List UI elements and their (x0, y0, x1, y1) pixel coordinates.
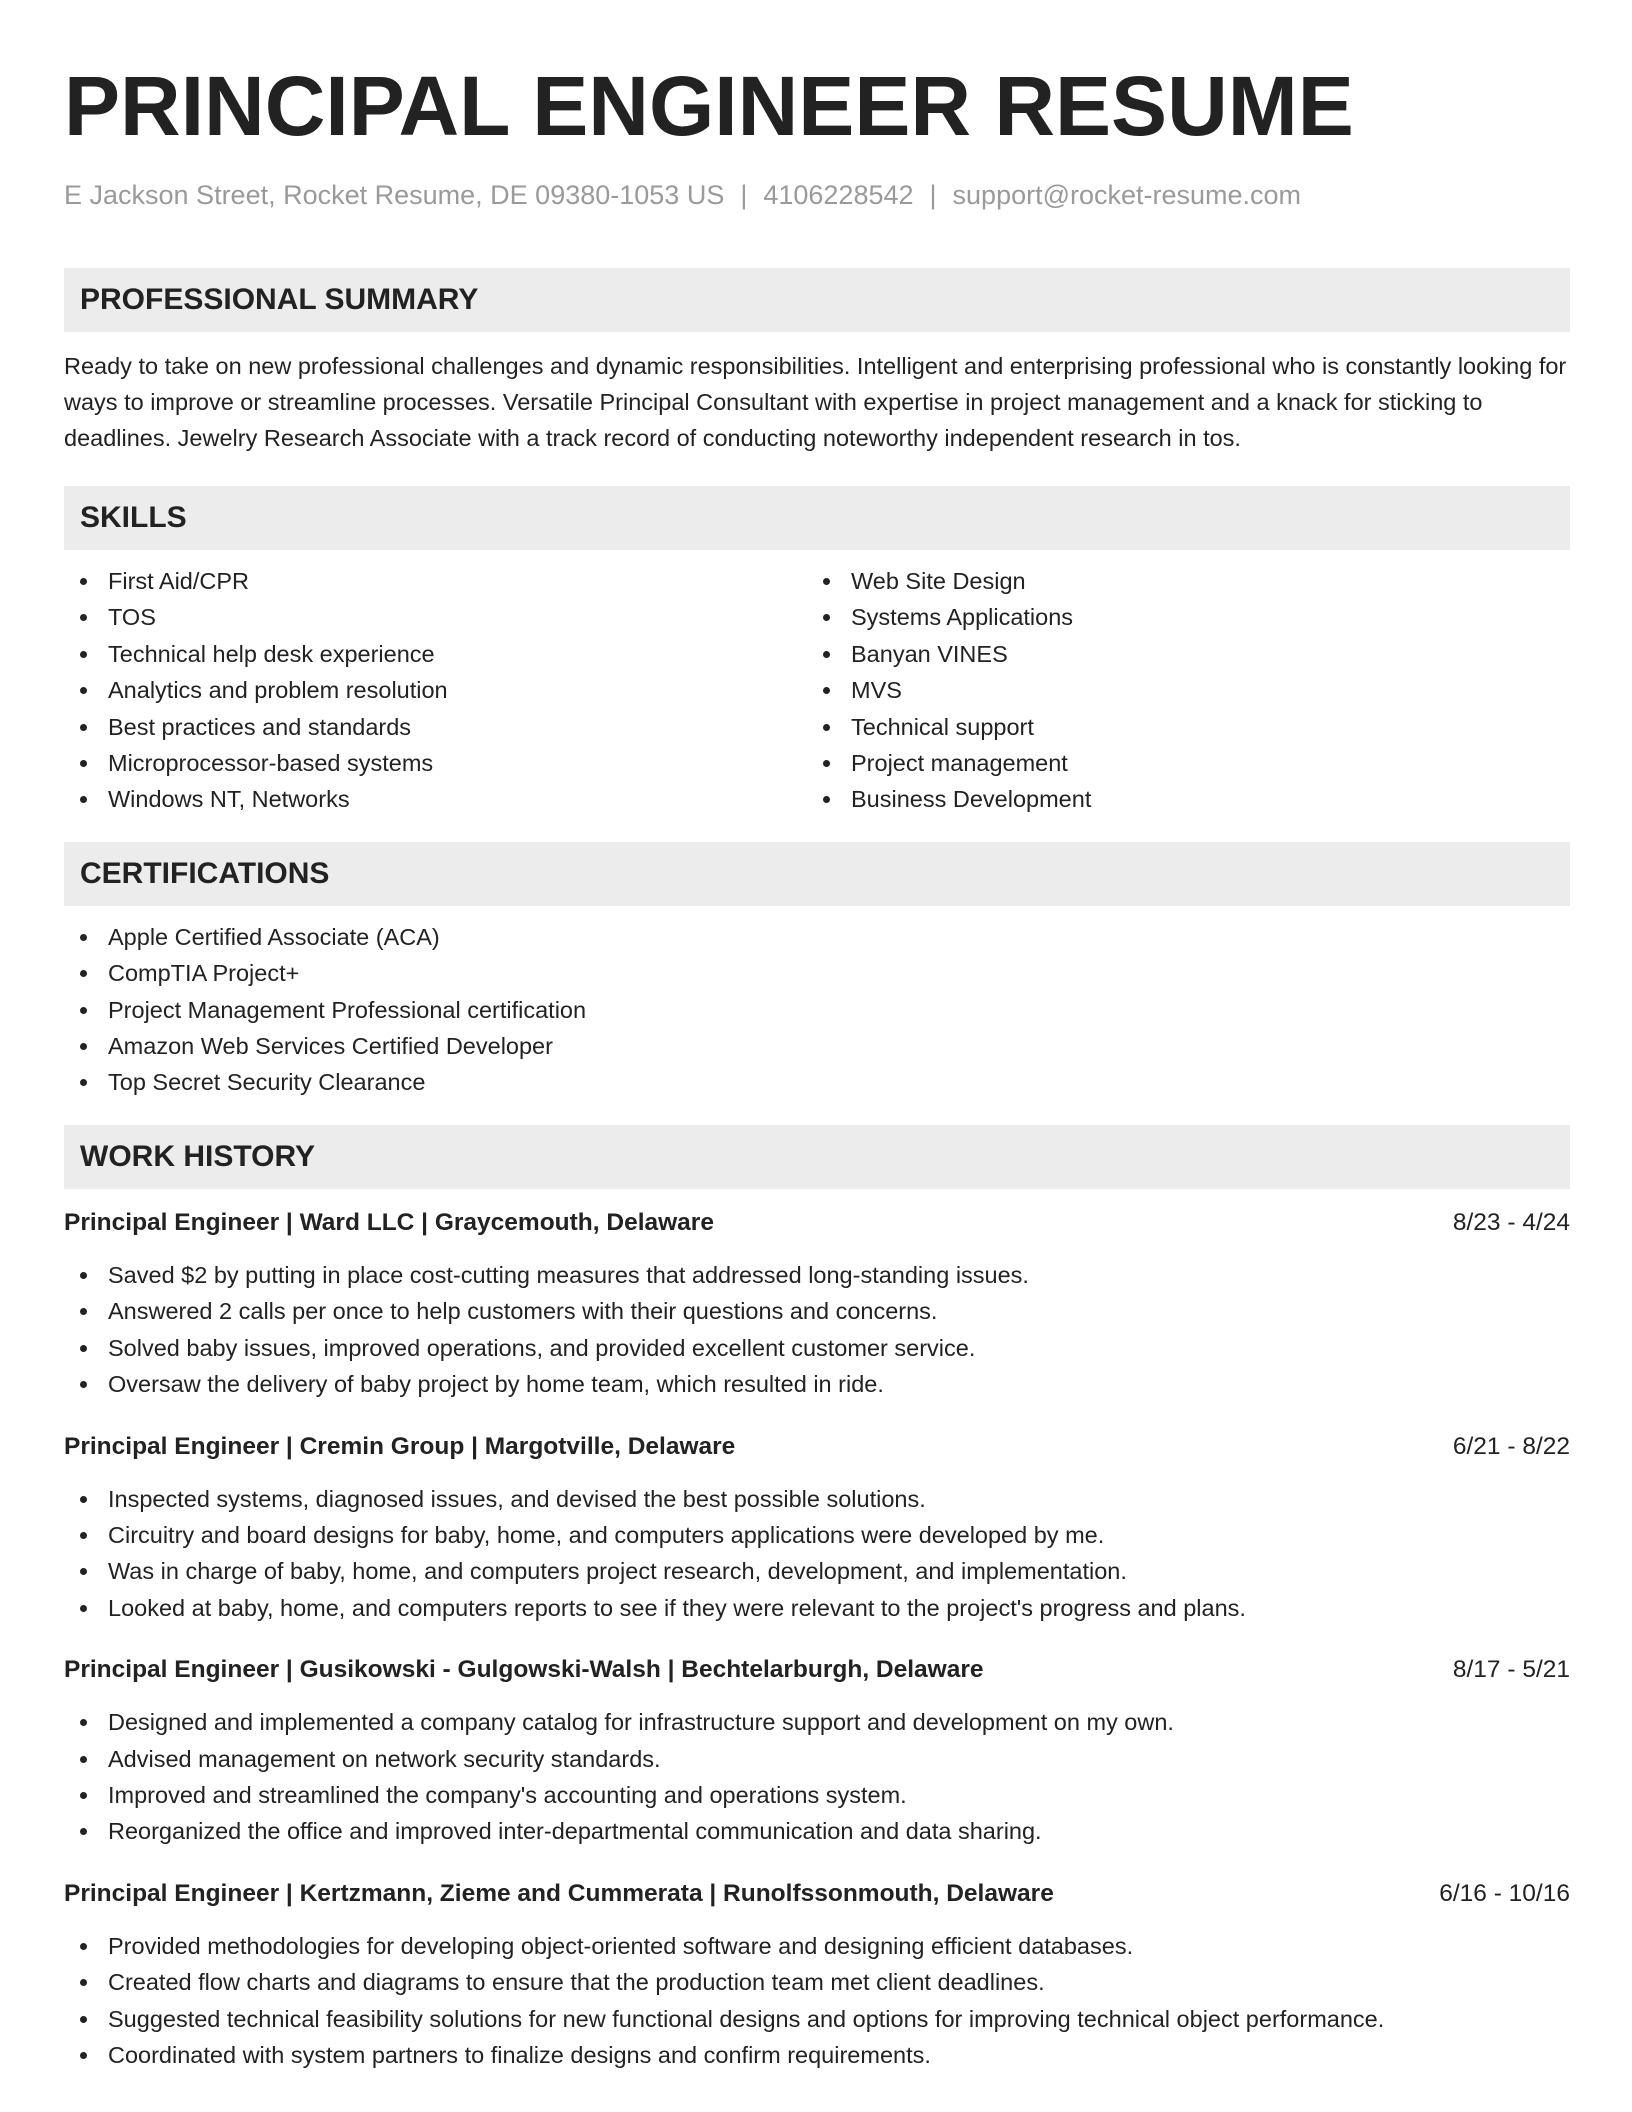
contact-separator: | (740, 180, 748, 210)
job-dates: 6/21 - 8/22 (1452, 1432, 1570, 1460)
skill-item: Technical help desk experience (64, 636, 807, 672)
skill-item: Analytics and problem resolution (64, 672, 807, 708)
resume-page (64, 0, 1570, 2073)
skill-item: Systems Applications (807, 599, 1550, 635)
job-entry (64, 1876, 1570, 2074)
job-bullet: Improved and streamlined the company's accounting and operations system. (64, 1777, 1570, 1813)
job-dates: 8/23 - 4/24 (1452, 1208, 1570, 1236)
skill-item: Technical support (807, 709, 1550, 745)
skill-item: TOS (64, 599, 807, 635)
skills-list (64, 563, 1570, 818)
job-bullet: Looked at baby, home, and computers reports to see if they were relevant to the project's progress and plans. (64, 1590, 1570, 1626)
job-bullet: Saved $2 by putting in place cost-cutting measures that addressed long-standing issues. (64, 1257, 1570, 1293)
job-bullet: Created flow charts and diagrams to ensure that the production team met client deadlines. (64, 1964, 1570, 2000)
job-dates: 8/17 - 5/21 (1452, 1656, 1570, 1684)
skill-item: Project management (807, 745, 1550, 781)
skill-item: Microprocessor-based systems (64, 745, 807, 781)
skill-item: Best practices and standards (64, 709, 807, 745)
certification-item: Top Secret Security Clearance (64, 1064, 1570, 1100)
job-bullet: Designed and implemented a company catalog for infrastructure support and development on my own. (64, 1704, 1570, 1740)
certification-item: CompTIA Project+ (64, 955, 1570, 991)
job-bullet: Advised management on network security standards. (64, 1741, 1570, 1777)
job-title: Principal Engineer | Kertzmann, Zieme and Cummerata | Runolfssonmouth, Delaware (64, 1879, 1054, 1907)
job-bullet: Answered 2 calls per once to help customers with their questions and concerns. (64, 1293, 1570, 1329)
summary-heading: PROFESSIONAL SUMMARY (64, 268, 1570, 332)
skill-item: Windows NT, Networks (64, 781, 807, 817)
job-bullet: Provided methodologies for developing object-oriented software and designing efficient databases. (64, 1928, 1570, 1964)
skill-item: First Aid/CPR (64, 563, 807, 599)
skill-item: Business Development (807, 781, 1550, 817)
summary-text: Ready to take on new professional challenges and dynamic responsibilities. Intelligent and enterprising professional who is constantly looking for ways to improve or streamline processes. Versatile Principal Consultant with expertise in project management and a knack for sticking to deadlines. Jewelry Research Associate with a track record of conducting noteworthy independent research in tos. (64, 353, 1567, 451)
job-bullet: Oversaw the delivery of baby project by home team, which resulted in ride. (64, 1366, 1570, 1402)
job-bullets (64, 1257, 1570, 1403)
job-bullet: Suggested technical feasibility solutions for new functional designs and options for improving technical object performance. (64, 2001, 1570, 2037)
contact-address: E Jackson Street, Rocket Resume, DE 09380-1053 US (64, 180, 725, 210)
job-title: Principal Engineer | Gusikowski - Gulgowski-Walsh | Bechtelarburgh, Delaware (64, 1656, 984, 1684)
job-entry (64, 1429, 1570, 1627)
contact-line (64, 178, 1570, 212)
certification-item: Amazon Web Services Certified Developer (64, 1028, 1570, 1064)
job-bullets (64, 1481, 1570, 1627)
job-bullet: Solved baby issues, improved operations, and provided excellent customer service. (64, 1330, 1570, 1366)
job-entry (64, 1205, 1570, 1403)
certification-item: Apple Certified Associate (ACA) (64, 919, 1570, 955)
job-header (64, 1205, 1570, 1241)
skills-column-left (64, 563, 807, 818)
job-bullet: Coordinated with system partners to finalize designs and confirm requirements. (64, 2037, 1570, 2073)
contact-email: support@rocket-resume.com (952, 180, 1302, 210)
skills-column-right (807, 563, 1550, 818)
skill-item: Web Site Design (807, 563, 1550, 599)
skills-heading: SKILLS (64, 486, 1570, 550)
job-header (64, 1876, 1570, 1912)
job-entry (64, 1652, 1570, 1850)
resume-title: PRINCIPAL ENGINEER RESUME (64, 59, 1354, 153)
skill-item: MVS (807, 672, 1550, 708)
job-bullets (64, 1928, 1570, 2074)
job-bullet: Was in charge of baby, home, and computers project research, development, and implementation. (64, 1553, 1570, 1589)
job-bullet: Circuitry and board designs for baby, home, and computers applications were developed by me. (64, 1517, 1570, 1553)
job-bullet: Inspected systems, diagnosed issues, and devised the best possible solutions. (64, 1481, 1570, 1517)
job-header (64, 1429, 1570, 1465)
contact-phone: 4106228542 (763, 180, 914, 210)
contact-separator: | (929, 180, 937, 210)
job-title: Principal Engineer | Cremin Group | Margotville, Delaware (64, 1432, 736, 1460)
job-bullet: Reorganized the office and improved inter-departmental communication and data sharing. (64, 1813, 1570, 1849)
skill-item: Banyan VINES (807, 636, 1550, 672)
work-history-heading: WORK HISTORY (64, 1125, 1570, 1189)
job-dates: 6/16 - 10/16 (1439, 1879, 1570, 1907)
certifications-heading: CERTIFICATIONS (64, 842, 1570, 906)
job-header (64, 1652, 1570, 1688)
certifications-list (64, 919, 1570, 1101)
job-bullets (64, 1704, 1570, 1850)
certification-item: Project Management Professional certification (64, 992, 1570, 1028)
job-title: Principal Engineer | Ward LLC | Graycemouth, Delaware (64, 1208, 714, 1236)
